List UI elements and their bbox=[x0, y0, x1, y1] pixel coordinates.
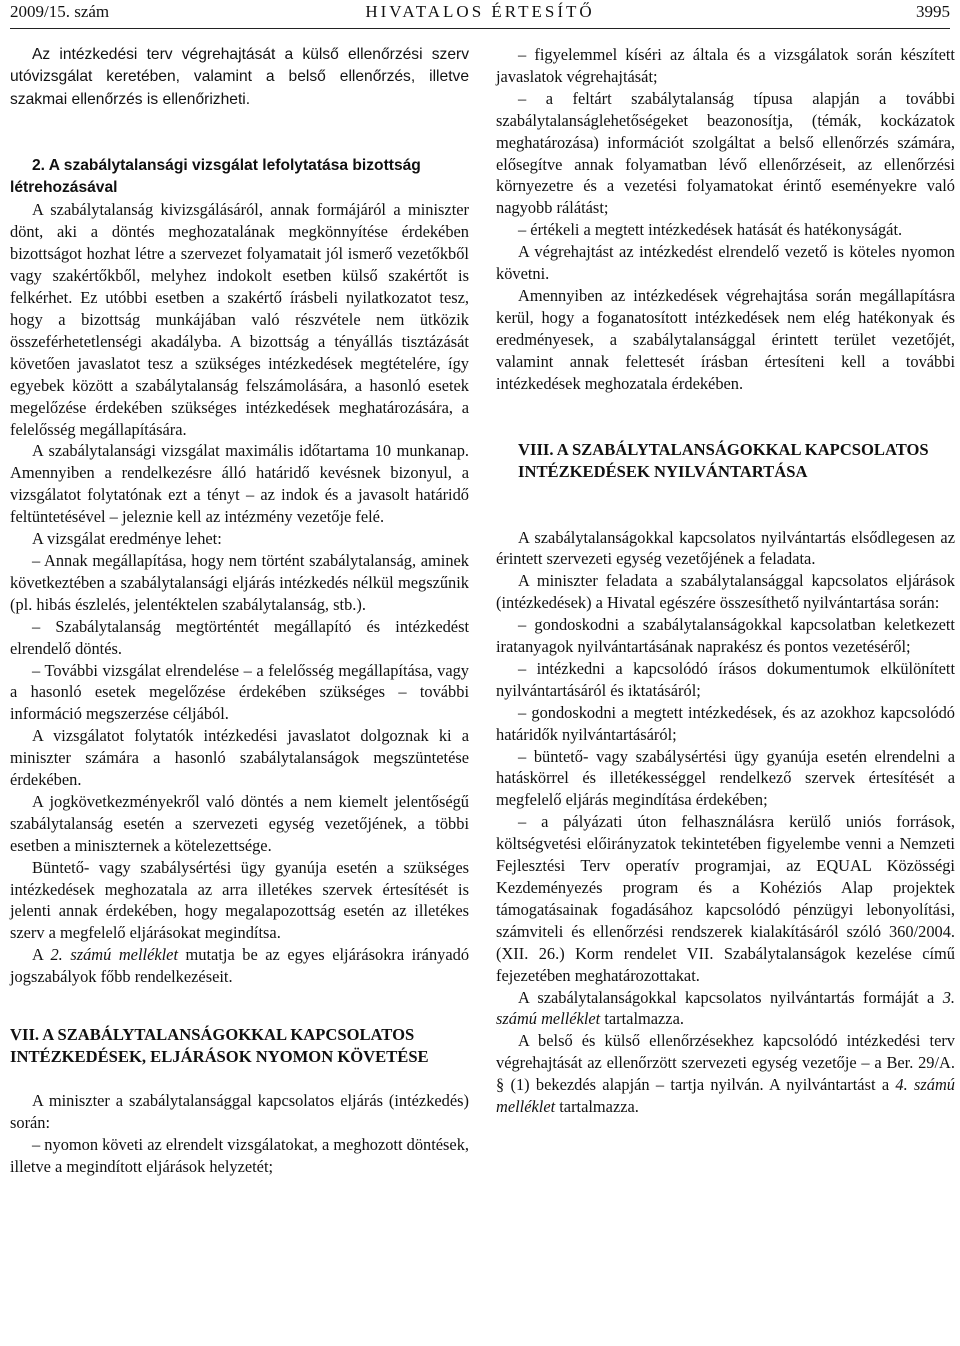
paragraph: A miniszter feladata a szabálytalansággal kapcsolatos eljárások (intézkedések) a Hivatal egészére összesíthető nyilvántartása során: bbox=[496, 571, 955, 613]
annex-reference-paragraph: A 2. számú melléklet mutatja be az egyes eljárásokra irányadó jogszabályok főbb rendelkezéseit. bbox=[10, 945, 470, 987]
paragraph: A jogkövetkezményekről való döntés a nem kiemelt jelentőségű szabálytalanság esetén a szervezeti egység vezetőjének, a többi esetben a miniszternek a kötelezettsége. bbox=[10, 791, 469, 855]
paragraph: A végrehajtást az intézkedést elrendelő vezető is köteles nyomon követni. bbox=[496, 242, 955, 284]
list-item: – figyelemmel kíséri az általa és a vizsgálatok során készített javaslatok végrehajtását; bbox=[496, 45, 955, 86]
paragraph: A szabálytalanság kivizsgálásáról, annak formájáról a miniszter dönt, aki a döntés meghozatalának megkönnyítése érdekében bizottságot hozhat létre a szervezet folyamatait jól ismerő vezetőkből vagy szakértőkből, melyhez indokolt esetben külső szakértőt is felkérhet. Ez utóbbi esetben a szakértő írásbeli nyilatkozatot tesz, hogy a bizottság munkájában való részvétele nem ütközik összeférhetetlenségi akadályba. A bizottság a tényállás tisztázását követően javaslatot tesz a szükséges intézkedések megtételére, így egyebek között a szabálytalanság felszámolására, a hasonló esetek megelőzése érdekében szükséges intézkedések meghatározására, a felelősség megállapítására. bbox=[10, 200, 469, 439]
paragraph: A miniszter a szabálytalansággal kapcsolatos eljárás (intézkedés) során: bbox=[10, 1091, 469, 1133]
paragraph: A vizsgálatot folytatók intézkedési javaslatot dolgoznak ki a miniszter számára a hasonló szabálytalanságok megszüntetése érdekében. bbox=[10, 726, 469, 790]
page-number: 3995 bbox=[916, 2, 950, 21]
heading-2-line1: 2. A szabálytalansági vizsgálat lefolytatása bizottság bbox=[32, 156, 421, 174]
annex-reference-paragraph: A szabálytalanságokkal kapcsolatos nyilvántartás formáját a 3. számú melléklet tartalmazza. bbox=[496, 987, 955, 1029]
right-column bbox=[496, 44, 955, 1118]
annex-reference-paragraph: A belső és külső ellenőrzésekhez kapcsolódó intézkedési terv végrehajtását az ellenőrzött szervezeti egység vezetője – a Ber. 29/A. § (1) bekezdés alapján – tartja nyilván. A nyilvántartást a 4. számú melléklet tartalmazza. bbox=[496, 1031, 955, 1117]
journal-title: HIVATALOS ÉRTESÍTŐ bbox=[365, 2, 595, 21]
list-item: – gondoskodni a megtett intézkedések, és az azokhoz kapcsolódó határidők nyilvántartásáról; bbox=[496, 702, 955, 744]
list-item: – értékeli a megtett intézkedések hatását és hatékonyságát. bbox=[518, 220, 903, 240]
list-item: – a pályázati úton felhasználásra kerülő uniós források, költségvetési előirányzatok tekintetében figyelembe venni a Nemzeti Fejlesztési Terv operatív programjai, az EQUAL Közösségi Kezdeményezés program és a Kohéziós Alap projektek támogatásainak fogadásához kapcsolódó pénzügyi lebonyolítási, számviteli és ellenőrzési rendszerek kialakításáról szóló 360/2004. (XII. 26.) Korm rendelet VII. Szabálytalanságok kezelése című fejezetében meghatározottakat. bbox=[496, 812, 955, 985]
heading-2-line2: létrehozásával bbox=[10, 179, 118, 197]
page-header bbox=[10, 0, 950, 29]
list-item: – büntető- vagy szabálysértési ügy gyanúja esetén elrendelni a hatáskörrel és illetékességgel rendelkező szervek értesítését a megfelelő eljárás megindítása érdekében; bbox=[496, 746, 955, 810]
section-vii-title: VII. A SZABÁLYTALANSÁGOKKAL KAPCSOLATOS INTÉZKEDÉSEK, ELJÁRÁSOK NYOMON KÖVETÉSE bbox=[10, 1025, 429, 1067]
issue-number: 2009/15. szám bbox=[10, 2, 110, 21]
paragraph: A szabálytalansági vizsgálat maximális időtartama 10 munkanap. Amennyiben a rendelkezésre álló határidő kevésnek bizonyul, a vizsgálatot folytatónak ezt a tényt – az indok és a javasolt határidő feltüntetésével – jeleznie kell az intézmény vezetője felé. bbox=[10, 441, 469, 527]
list-item: – Szabálytalanság megtörténtét megállapító és intézkedést elrendelő döntés. bbox=[10, 616, 469, 658]
list-item: – a feltárt szabálytalanság típusa alapján a további szabálytalanságlehetőségeket beazonosítja, (témák, kockázatok meghatározása) információt szolgáltat a belső ellenőrzés számára, elősegítve annak folyamatban lévő ellenőrzéseit, az ellenőrzési környezetre és a vezetési folyamatokat érintő eseményekre való nagyobb rálátást; bbox=[496, 88, 955, 218]
list-item: – További vizsgálat elrendelése – a felelősség megállapítása, vagy a hasonló esetek megelőzése érdekében szükséges – további információ megszerzése céljából. bbox=[10, 660, 469, 724]
left-column bbox=[10, 44, 469, 1178]
annex-4-reference: 4. számú melléklet bbox=[496, 1075, 955, 1117]
paragraph: Büntető- vagy szabálysértési ügy gyanúja esetén a szükséges intézkedések meghozatala az arra illetékes szervek értesítését is jelenti annak érdekében, hogy megalapozottság esetén az illetékes szerv a megfelelő eljárásokat megindítsa. bbox=[10, 857, 469, 943]
list-item: – gondoskodni a szabálytalanságokkal kapcsolatban keletkezett iratanyagok nyilvántartásának naprakész és pontos vezetéséről; bbox=[496, 615, 955, 657]
paragraph: Amennyiben az intézkedések végrehajtása során megállapításra kerül, hogy a foganatosított intézkedések nem elég hatékonyak és eredményesek, a szabálytalansággal érintett terület vezetőjét, valamint annak felettesét írásban értesíteni kell a további intézkedések meghozatala érdekében. bbox=[496, 285, 955, 393]
section-viii-title: VIII. A SZABÁLYTALANSÁGOKKAL KAPCSOLATOS INTÉZKEDÉSEK NYILVÁNTARTÁSA bbox=[518, 439, 929, 481]
list-item: – Annak megállapítása, hogy nem történt szabálytalanság, aminek következtében a szabálytalansági eljárás intézkedés nélkül megszűnik (pl. hibás észlelés, jelentéktelen szabálytalanság, stb.). bbox=[10, 550, 469, 614]
list-item: – nyomon követi az elrendelt vizsgálatokat, a meghozott döntések, illetve a megindított eljárások helyzetét; bbox=[10, 1134, 469, 1176]
paragraph: A vizsgálat eredménye lehet: bbox=[32, 529, 222, 549]
annex-3-reference: 3. számú melléklet bbox=[496, 987, 955, 1029]
annex-2-reference: 2. számú melléklet bbox=[50, 945, 179, 965]
paragraph: A szabálytalanságokkal kapcsolatos nyilvántartás elsődlegesen az érintett szervezeti egység vezetőjének a feladata. bbox=[496, 527, 955, 569]
list-item: – intézkedni a kapcsolódó írásos dokumentumok elkülönített nyilvántartásáról és iktatásáról; bbox=[496, 658, 955, 700]
intro-paragraph: Az intézkedési terv végrehajtását a külső ellenőrzési szerv utóvizsgálat keretében, valamint a belső ellenőrzés, illetve szakmai ellenőrzés is ellenőrizheti. bbox=[10, 46, 469, 108]
